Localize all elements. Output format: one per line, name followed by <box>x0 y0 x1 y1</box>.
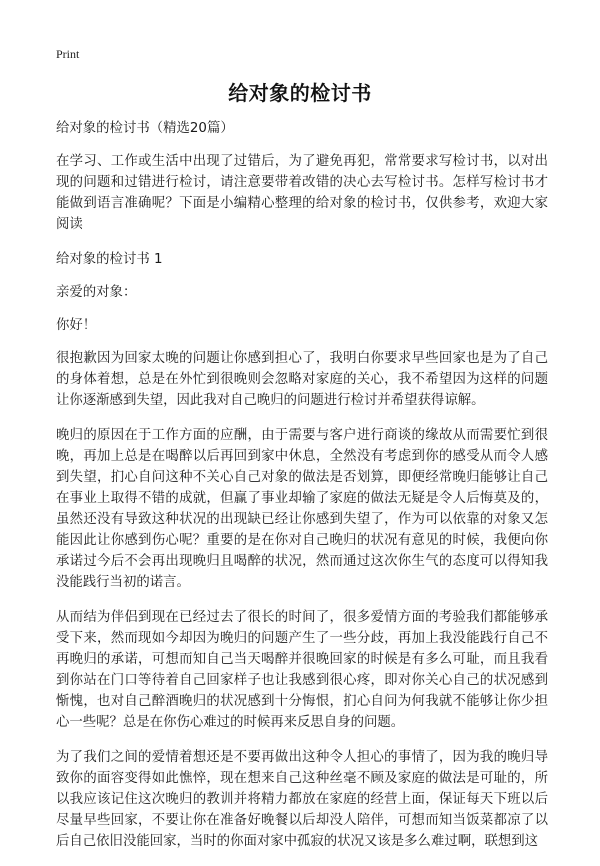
body-paragraph: 晚归的原因在于工作方面的应酬，由于需要与客户进行商谈的缘故从而需要忙到很晚，再加上总是在喝醉以后再回到家中休息，全然没有考虑到你的感受从而令人感到失望，扪心自问这种不关心自己对象的做法是否划算，即便经常晚归能够让自己在事业上取得不错的成就，但赢了事业却输了家庭的做法无疑是令人后悔莫及的，虽然还没有导致这种状况的出现缺已经让你感到失望了，作为可以依靠的对象又怎能因此让你感到伤心呢？重要的是在你对自己晚归的状况有意见的时候，我便向你承诺过今后不会再出现晚归且喝醉的状况，然而通过这次你生气的态度可以得知我没能践行当初的诺言。 <box>56 428 548 590</box>
section-heading: 给对象的检讨书 1 <box>56 252 163 267</box>
body-paragraph: 很抱歉因为回家太晚的问题让你感到担心了，我明白你要求早些回家也是为了自己的身体着想，总是在外忙到很晚则会忽略对家庭的关心，我不希望因为这样的问题让你逐渐感到失望，因此我对自己晚归的问题进行检讨并希望获得谅解。 <box>56 351 548 408</box>
salutation: 亲爱的对象： <box>56 285 137 300</box>
print-label: Print <box>56 47 80 61</box>
greeting: 你好！ <box>56 318 97 333</box>
document-title: 给对象的检讨书 <box>228 81 372 105</box>
body-paragraph: 从而结为伴侣到现在已经过去了很长的时间了，很多爱情方面的考验我们都能够承受下来，然而现如今却因为晚归的问题产生了一些分歧，再加上我没能践行自己不再晚归的承诺，可想而知自己当天喝醉并很晚回家的时候是有多么可耻，而且我看到你站在门口等待着自己回家样子也让我感到很心疼，即对你关心自己的状况感到惭愧，也对自己醉酒晚归的状况感到十分悔恨，扪心自问为何我就不能够让你少担心一些呢？总是在你伤心难过的时候再来反思自身的问题。 <box>56 610 548 730</box>
body-paragraph: 为了我们之间的爱情着想还是不要再做出这种令人担心的事情了，因为我的晚归导致你的面容变得如此憔悴，现在想来自己这种丝毫不顾及家庭的做法是可耻的，所以我应该记住这次晚归的教训并将精力都放在家庭的经营上面，保证每天下班以后尽量早些回家，不要让你在准备好晚餐以后却没人陪伴，可想而知当饭菜都凉了以后自己依旧没能回家，当时的你面对家中孤寂的状况又该是多么难过啊，联想到这 <box>56 750 548 849</box>
document-body <box>56 118 548 866</box>
document-subtitle: 给对象的检讨书（精选20篇） <box>56 121 234 136</box>
intro-paragraph: 在学习、工作或生活中出现了过错后，为了避免再犯，常常要求写检讨书，以对出现的问题和过错进行检讨，请注意要带着改错的决心去写检讨书。怎样写检讨书才能做到语言准确呢？下面是小编精心整理的给对象的检讨书，仅供参考，欢迎大家阅读 <box>56 154 548 232</box>
